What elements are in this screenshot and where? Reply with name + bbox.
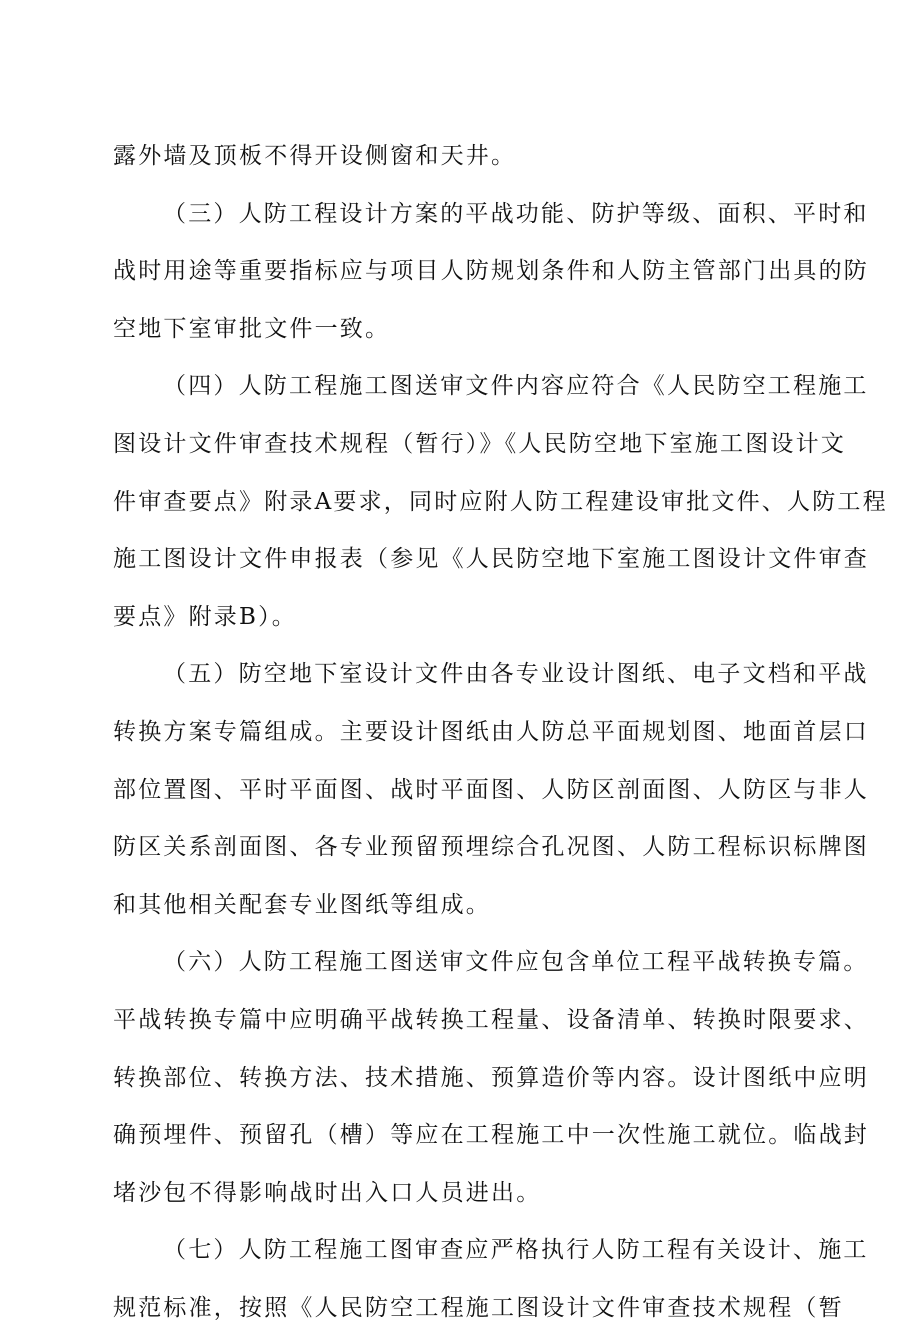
text-line: 要点》附录B）。 [113,603,298,630]
text-line: 和其他相关配套专业图纸等组成。 [113,891,491,918]
paragraph-7-start: （七）人防工程施工图审查应严格执行人防工程有关设计、施工 [163,1237,869,1264]
text-line: 防区关系剖面图、各专业预留预埋综合孔况图、人防工程标识标牌图 [113,834,869,861]
text-line: 施工图设计文件申报表（参见《人民防空地下室施工图设计文件审查 [113,546,869,573]
text-line: 平战转换专篇中应明确平战转换工程量、设备清单、转换时限要求、 [113,1006,869,1033]
text-line: 确预埋件、预留孔（槽）等应在工程施工中一次性施工就位。临战封 [113,1122,869,1149]
text-line: 规范标准，按照《人民防空工程施工图设计文件审查技术规程（暂 [113,1294,844,1321]
text-line: 图设计文件审查技术规程（暂行）》《人民防空地下室施工图设计文 [113,430,846,457]
text-line: 件审查要点》附录A要求，同时应附人防工程建设审批文件、人防工程 [113,488,888,515]
document-body [113,128,888,1337]
text-line: 转换部位、转换方法、技术措施、预算造价等内容。设计图纸中应明 [113,1064,869,1091]
text-line: 转换方案专篇组成。主要设计图纸由人防总平面规划图、地面首层口 [113,718,869,745]
text-line: 空地下室审批文件一致。 [113,315,391,342]
paragraph-6-start: （六）人防工程施工图送审文件应包含单位工程平战转换专篇。 [163,949,869,976]
paragraph-5-start: （五）防空地下室设计文件由各专业设计图纸、电子文档和平战 [163,661,869,688]
text-line: 堵沙包不得影响战时出入口人员进出。 [113,1179,542,1206]
text-line: 部位置图、平时平面图、战时平面图、人防区剖面图、人防区与非人 [113,776,869,803]
paragraph-4-start: （四）人防工程施工图送审文件内容应符合《人民防空工程施工 [163,373,869,400]
text-line: 露外墙及顶板不得开设侧窗和天井。 [113,143,517,169]
paragraph-3-start: （三）人防工程设计方案的平战功能、防护等级、面积、平时和 [163,200,869,227]
text-line: 战时用途等重要指标应与项目人防规划条件和人防主管部门出具的防 [113,258,869,285]
